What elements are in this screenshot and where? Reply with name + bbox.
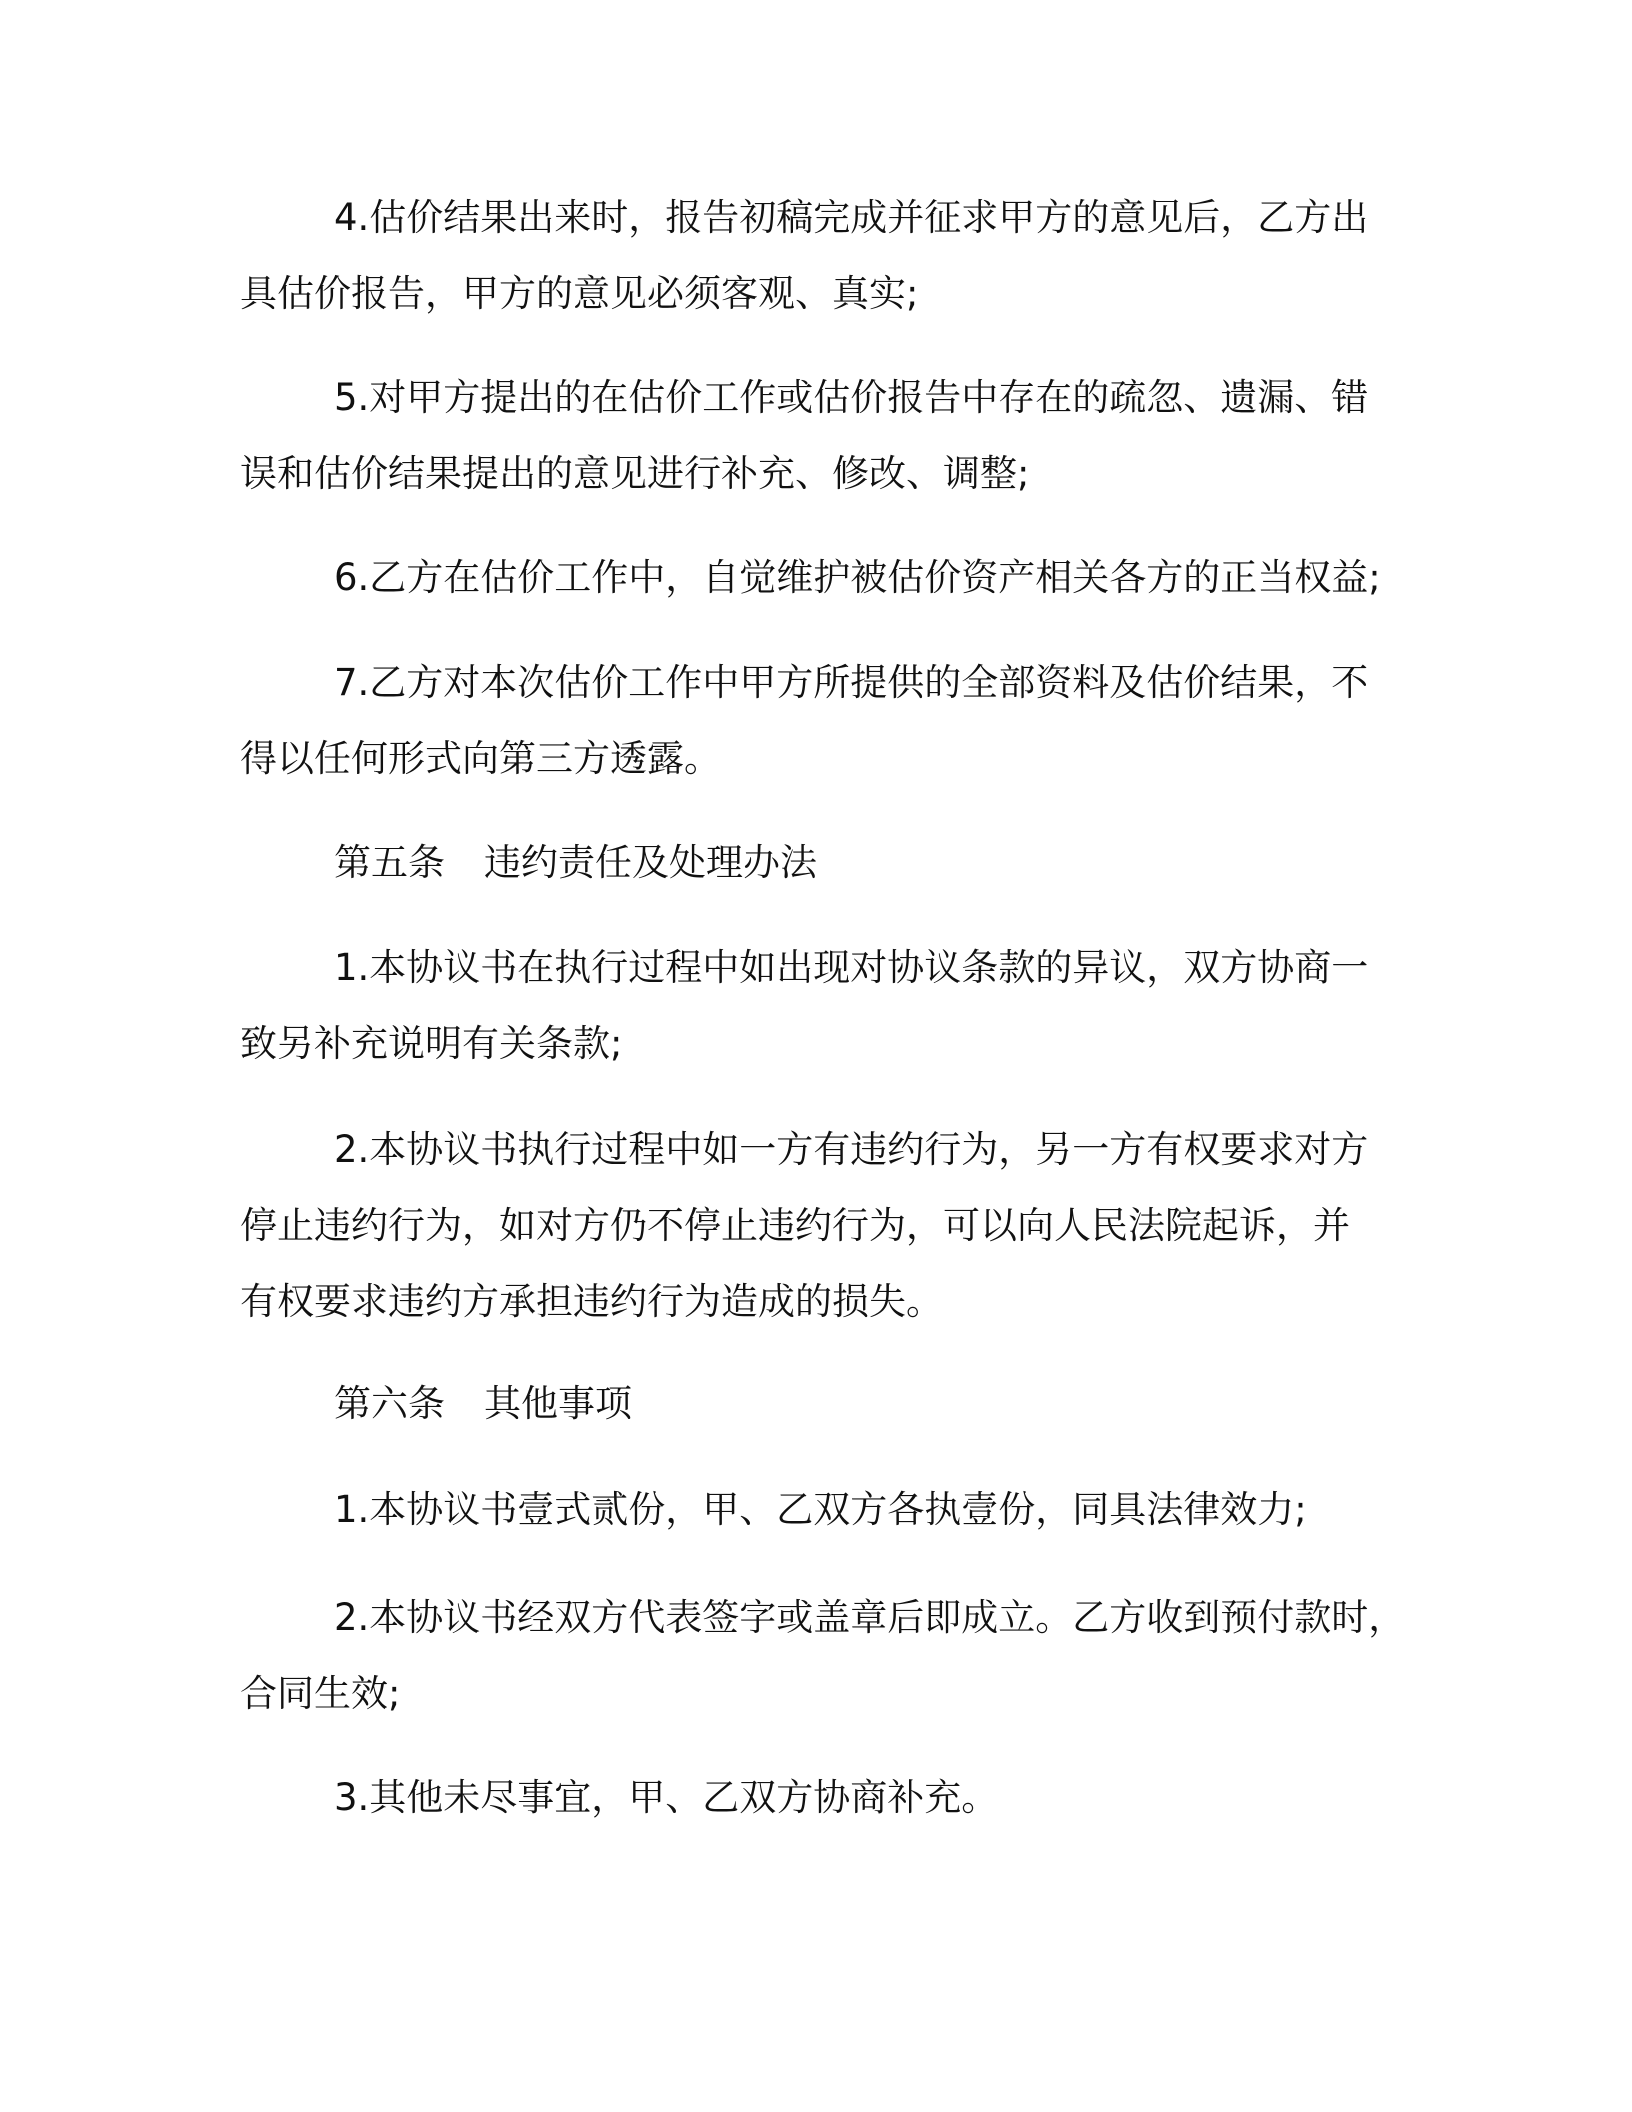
- clause-6: [240, 540, 1400, 616]
- article-5-item-2-line-1: 2.本协议书执行过程中如一方有违约行为，另一方有权要求对方: [334, 1128, 1369, 1171]
- article-6-title: 其他事项: [484, 1382, 632, 1425]
- article-5-item-2-line-2: 停止违约行为，如对方仍不停止违约行为，可以向人民法院起诉，并: [240, 1204, 1350, 1247]
- article-5-item-1: [240, 930, 1400, 1082]
- clause-7-line-1: 7.乙方对本次估价工作中甲方所提供的全部资料及估价结果，不: [334, 661, 1369, 704]
- article-6-heading-line: [240, 1366, 1400, 1442]
- article-5-item-2: [240, 1112, 1400, 1340]
- article-5-number: 第五条: [334, 841, 445, 884]
- article-6-heading: [240, 1366, 1400, 1442]
- document-page: [240, 0, 1406, 2112]
- article-5-item-1-line-1: 1.本协议书在执行过程中如出现对协议条款的异议，双方协商一: [334, 946, 1369, 989]
- clause-7: [240, 645, 1400, 797]
- clause-5-line-1: 5.对甲方提出的在估价工作或估价报告中存在的疏忽、遗漏、错: [334, 376, 1369, 419]
- article-5-heading-line: [240, 825, 1400, 901]
- article-6-item-3-line-1: 3.其他未尽事宜，甲、乙双方协商补充。: [334, 1776, 999, 1819]
- article-5-item-1-line-2: 致另补充说明有关条款;: [240, 1022, 623, 1065]
- article-5-heading: [240, 825, 1400, 901]
- article-6-number: 第六条: [334, 1382, 445, 1425]
- clause-4-line-1: 4.估价结果出来时，报告初稿完成并征求甲方的意见后，乙方出: [334, 196, 1369, 239]
- article-6-item-2: [240, 1580, 1406, 1732]
- clause-5-line-2: 误和估价结果提出的意见进行补充、修改、调整;: [240, 452, 1030, 495]
- article-5-item-2-line-3: 有权要求违约方承担违约行为造成的损失。: [240, 1280, 943, 1323]
- article-5-title: 违约责任及处理办法: [484, 841, 817, 884]
- article-6-item-3: [240, 1760, 1400, 1836]
- article-6-item-1: [240, 1472, 1400, 1548]
- clause-4: [240, 180, 1400, 332]
- clause-6-line-1: 6.乙方在估价工作中，自觉维护被估价资产相关各方的正当权益;: [334, 556, 1381, 599]
- clause-5: [240, 360, 1400, 512]
- clause-7-line-2: 得以任何形式向第三方透露。: [240, 737, 721, 780]
- article-6-item-1-line-1: 1.本协议书壹式贰份，甲、乙双方各执壹份，同具法律效力;: [334, 1488, 1307, 1531]
- clause-4-line-2: 具估价报告，甲方的意见必须客观、真实;: [240, 272, 919, 315]
- article-6-item-2-line-2: 合同生效;: [240, 1672, 401, 1715]
- article-6-item-2-line-1: 2.本协议书经双方代表签字或盖章后即成立。乙方收到预付款时，: [334, 1596, 1406, 1639]
